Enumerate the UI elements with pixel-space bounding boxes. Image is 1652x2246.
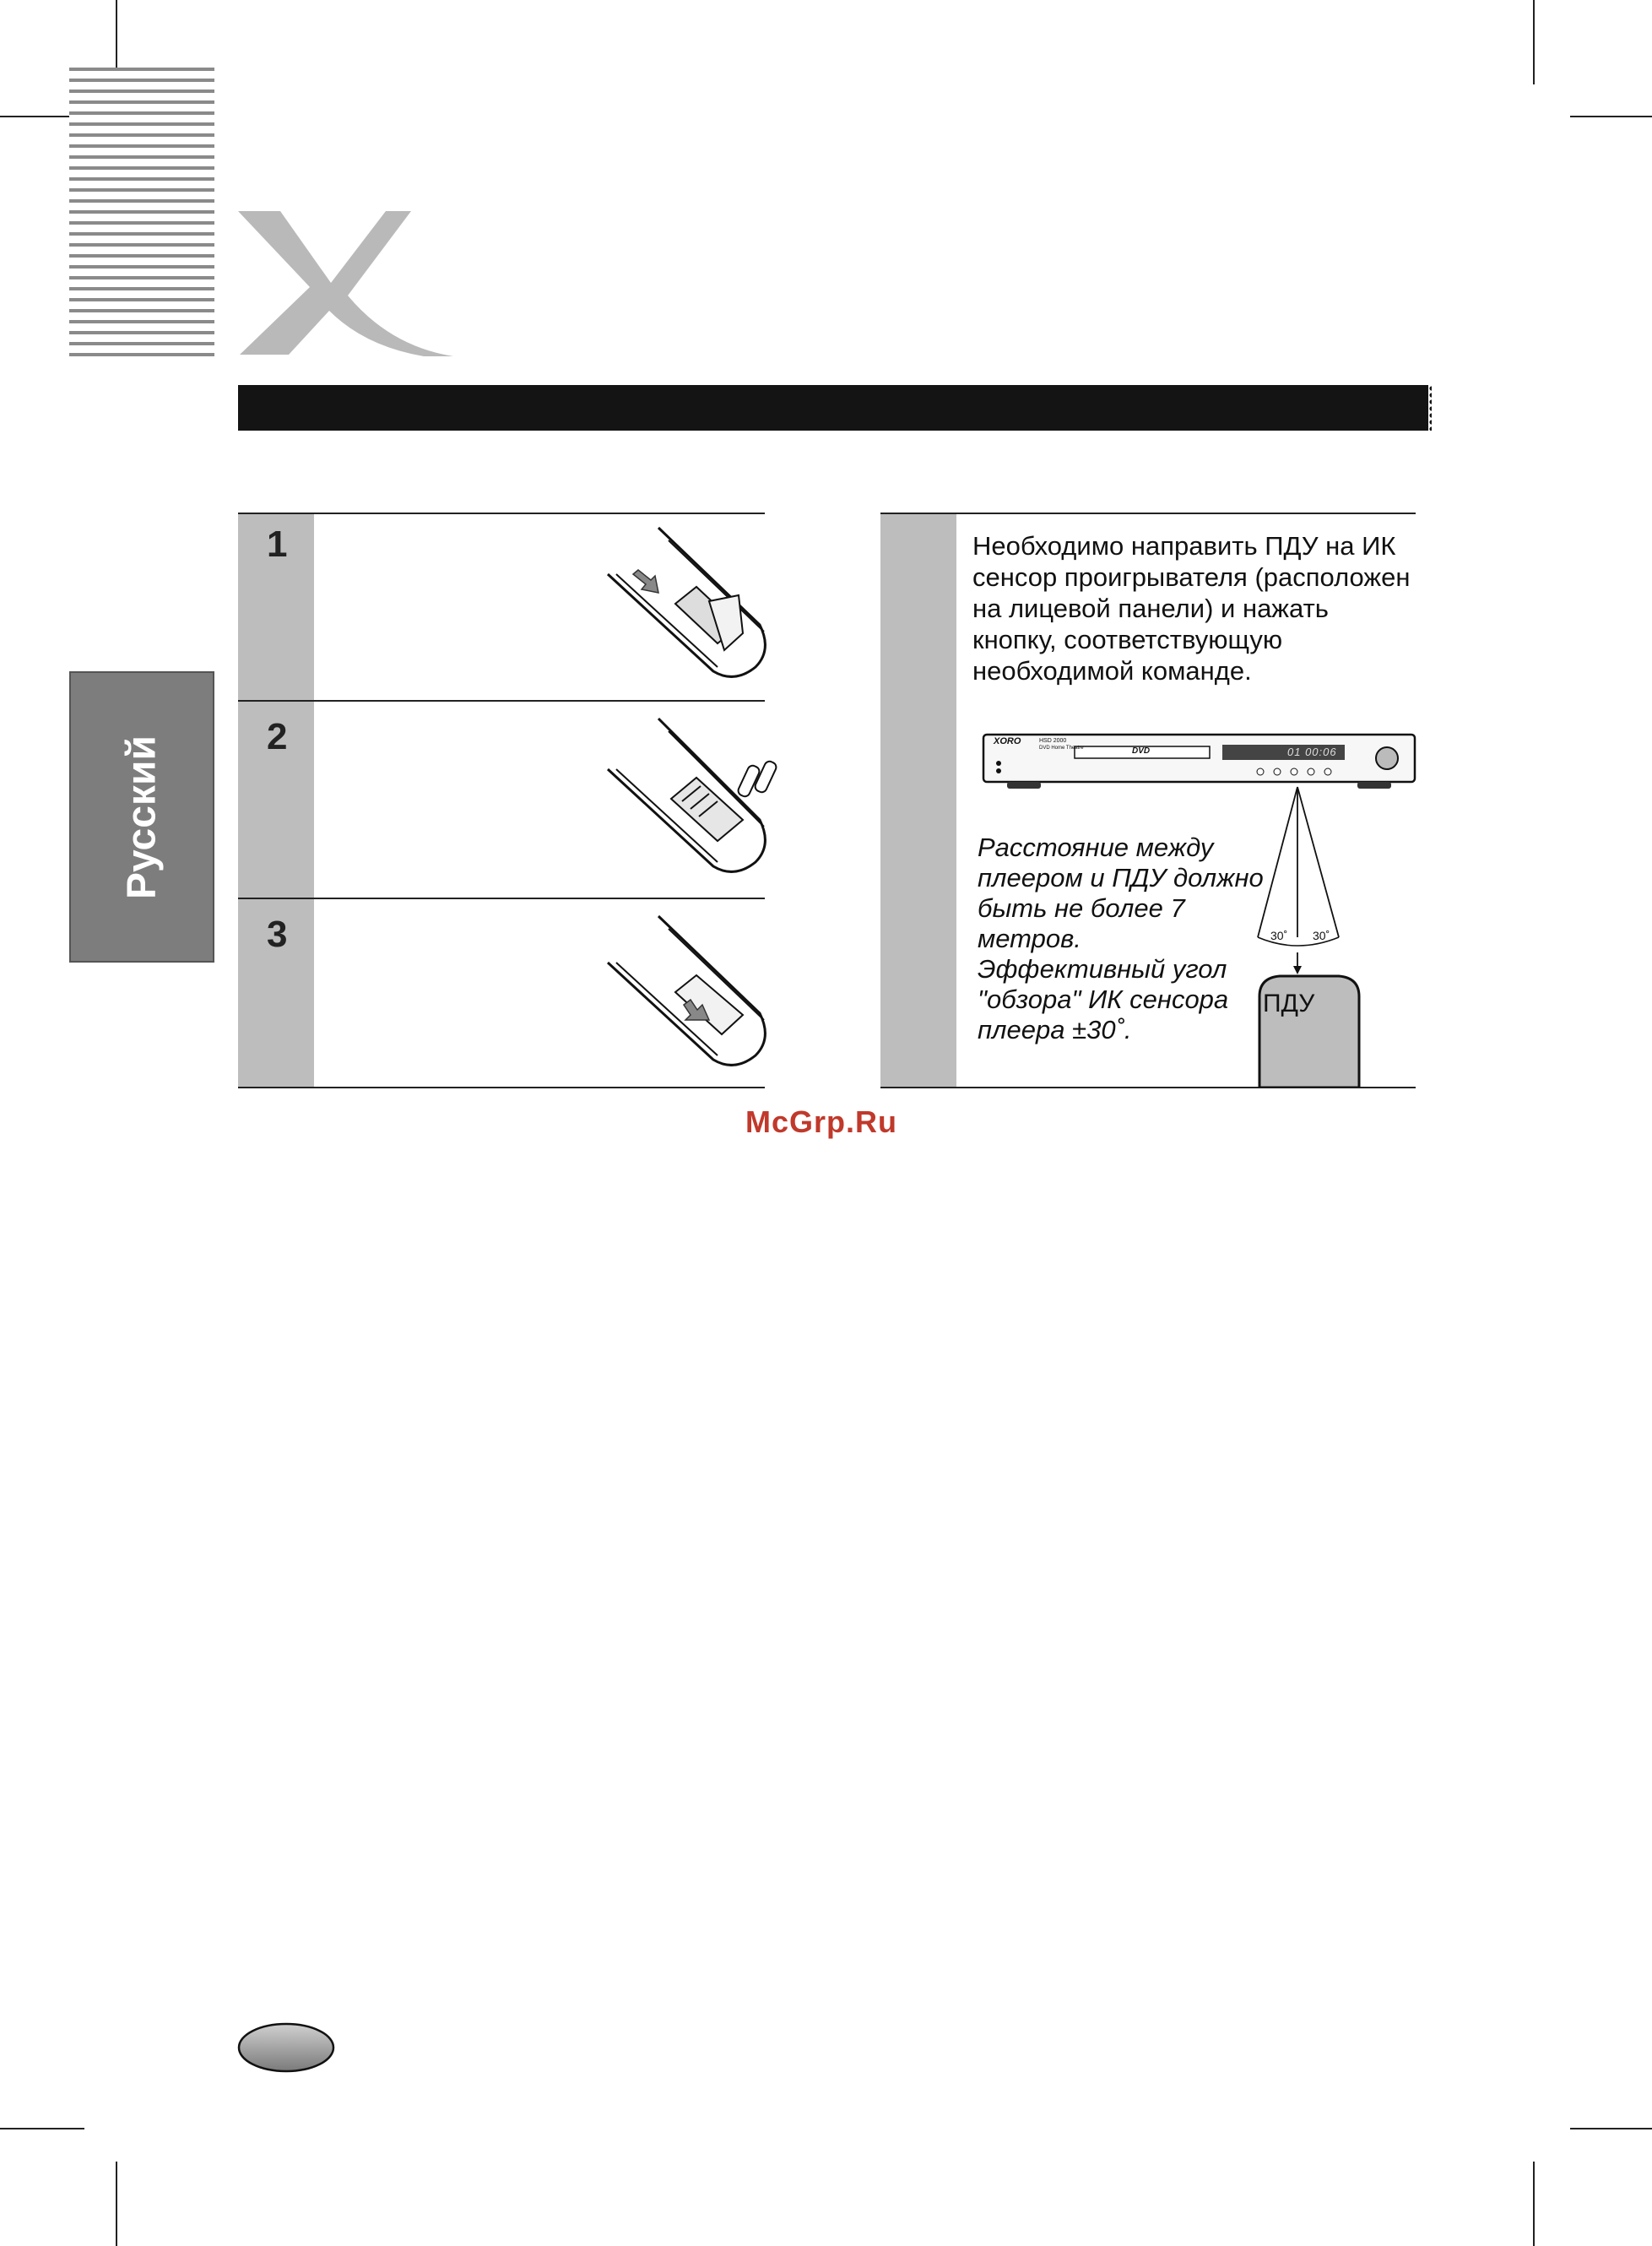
header-stripes: [69, 68, 214, 359]
crop-mark: [1570, 2128, 1652, 2129]
remote-open-cover-icon: [591, 524, 785, 692]
step-number-1: 1: [267, 524, 288, 565]
language-tab: [69, 671, 214, 963]
remote-label: ПДУ: [1263, 990, 1315, 1017]
language-label: Русский: [119, 735, 165, 899]
divider: [238, 898, 765, 899]
crop-mark: [1570, 116, 1652, 117]
ir-angle-diagram: [1249, 785, 1368, 988]
player-brand: XORO: [994, 736, 1021, 746]
xoro-x-logo-icon: [230, 203, 458, 363]
divider: [238, 700, 765, 702]
angle-right-label: 30˚: [1313, 929, 1330, 942]
instruction-text: Необходимо направить ПДУ на ИК сенсор проигрывателя (расположен на лицевой панели) и нажать кнопку, соответствующую необходимой команде.: [972, 531, 1411, 686]
step-number-3: 3: [267, 914, 288, 955]
player-model: HSD 2000: [1039, 738, 1067, 744]
remote-insert-batteries-icon: [591, 714, 794, 892]
step-number-2: 2: [267, 716, 288, 757]
distance-note: Расстояние между плеером и ПДУ должно быть не более 7 метров. Эффективный угол "обзора" ИК сенсора плеера ±30˚.: [978, 833, 1264, 1044]
usage-column: [880, 513, 956, 1088]
remote-close-cover-icon: [591, 912, 785, 1081]
crop-mark: [0, 2128, 84, 2129]
steps-number-column: [238, 513, 314, 1088]
player-display-time: 01 00:06: [1287, 746, 1337, 758]
crop-mark: [1533, 2162, 1535, 2246]
crop-mark: [1533, 0, 1535, 84]
player-subtitle: DVD Home Theatre: [1039, 746, 1084, 751]
divider: [880, 513, 1416, 514]
halftone-dots: [1368, 385, 1432, 431]
divider: [238, 1087, 765, 1088]
title-band: [238, 385, 1428, 431]
crop-mark: [116, 2162, 117, 2246]
divider: [238, 513, 765, 514]
angle-left-label: 30˚: [1270, 929, 1288, 942]
watermark: McGrp.Ru: [745, 1104, 898, 1139]
tray-label: DVD: [1132, 746, 1151, 756]
page-number-oval: [236, 2021, 336, 2074]
